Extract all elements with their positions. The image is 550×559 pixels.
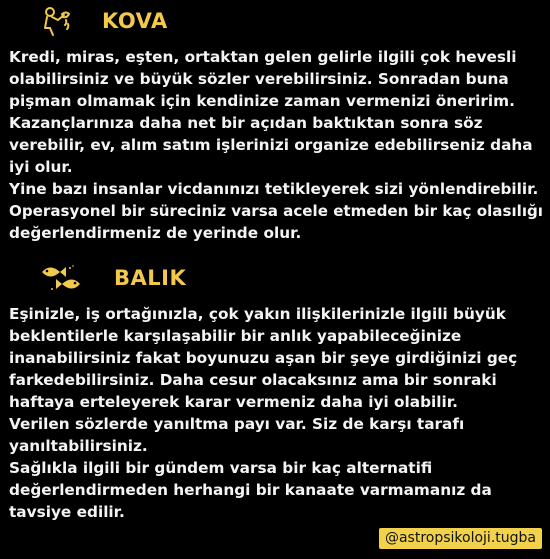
kova-header	[38, 4, 168, 38]
kova-line: Kredi, miras, eşten, ortaktan gelen gelirle ilgili çok hevesli	[9, 48, 517, 66]
balik-text	[9, 303, 543, 523]
balik-line: değerlendirmeden herhangi bir kanaate varmamanız da	[9, 481, 492, 499]
balik-line: farkedebilirsiniz. Daha cesur olacaksınız ama bir sonraki	[9, 371, 497, 389]
kova-line: değerlendirmeniz de yerinde olur.	[9, 224, 302, 242]
kova-line: Kazançlarınıza daha net bir açıdan baktıktan sonra söz	[9, 114, 483, 132]
balik-header	[40, 262, 186, 294]
kova-line: iyi olur.	[9, 158, 73, 176]
watermark-handle: @astropsikoloji.tugba	[379, 528, 542, 549]
balik-line: yanıltabilirsiniz.	[9, 437, 148, 455]
kova-line: pişman olmamak için kendinize zaman vermenizi öneririm.	[9, 92, 515, 110]
balik-line: Verilen sözlerde yanıltma payı var. Siz de karşı tarafı	[9, 415, 465, 433]
pisces-fish-icon	[40, 262, 82, 294]
balik-line: Sağlıkla ilgili bir gündem varsa bir kaç alternatifi	[9, 459, 433, 477]
kova-line: Operasyonel bir süreciniz varsa acele etmeden bir kaç olasılığı	[9, 202, 543, 220]
aquarius-icon	[38, 4, 76, 38]
kova-text	[9, 46, 543, 244]
balik-line: beklentilerle karşılaşabilir bir anlık yapabileceğinize	[9, 327, 462, 345]
balik-line: haftaya erteleyerek karar vermeniz daha iyi olabilir.	[9, 393, 458, 411]
kova-line: olabilirsiniz ve büyük sözler verebilirsiniz. Sonradan buna	[9, 70, 509, 88]
balik-line: inanabilirsiniz fakat boyunuzu aşan bir şeye girdiğinizi geç	[9, 349, 518, 367]
kova-line: verebilir, ev, alım satım işlerinizi organize edebilirseniz daha	[9, 136, 533, 154]
kova-line: Yine bazı insanlar vicdanınızı tetikleyerek sizi yönlendirebilir.	[9, 180, 539, 198]
balik-line: Eşinizle, iş ortağınızla, çok yakın ilişkilerinizle ilgili büyük	[9, 305, 506, 323]
balik-title: BALIK	[114, 266, 187, 290]
balik-line: tavsiye edilir.	[9, 503, 125, 521]
kova-title: KOVA	[102, 9, 168, 33]
